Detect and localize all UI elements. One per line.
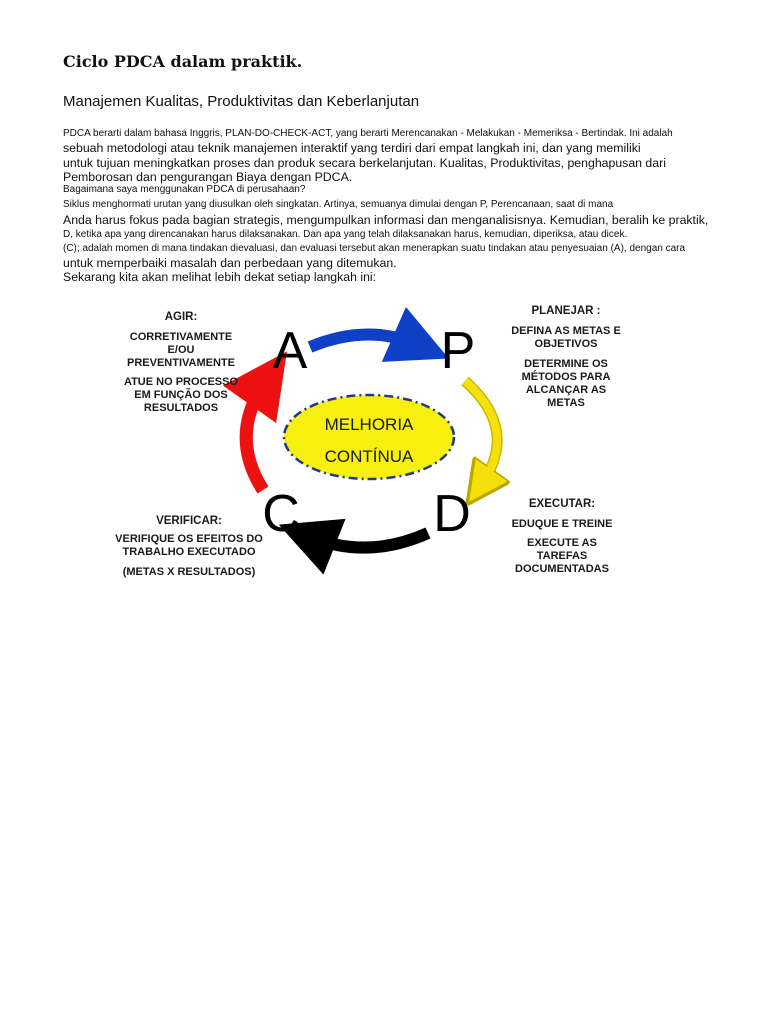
pdca-cycle-diagram <box>88 295 648 595</box>
planejar-line: MÉTODOS PARA <box>521 371 611 383</box>
paragraph-line: Sekarang kita akan melihat lebih dekat setiap langkah ini: <box>63 270 377 284</box>
verificar-line: VERIFIQUE OS EFEITOS DO <box>115 533 263 545</box>
paragraph-line: untuk memperbaiki masalah dan perbedaan yang ditemukan. <box>63 256 397 270</box>
paragraph-line: Siklus menghormati urutan yang diusulkan oleh singkatan. Artinya, semuanya dimulai dengan P, Perencanaan, saat di mana <box>63 199 614 210</box>
paragraph-line: PDCA berarti dalam bahasa Inggris, PLAN-DO-CHECK-ACT, yang berarti Merencanakan - Melakukan - Memeriksa - Bertindak. Ini adalah <box>63 128 673 139</box>
agir-line: ATUE NO PROCESSO <box>123 376 239 388</box>
letter-a: A <box>272 322 308 380</box>
paragraph-line: (C); adalah momen di mana tindakan dievaluasi, dan evaluasi tersebut akan menerapkan suatu tindakan atau penyesuaian (A), dengan cara <box>63 243 686 254</box>
paragraph-line: Pemborosan dan pengurangan Biaya dengan PDCA. <box>63 170 353 184</box>
paragraph-line: sebuah metodologi atau teknik manajemen interaktif yang terdiri dari empat langkah ini, dan yang memiliki <box>63 141 641 155</box>
verificar-line: TRABALHO EXECUTADO <box>122 546 256 558</box>
letter-p: P <box>440 322 476 380</box>
document-subtitle: Manajemen Kualitas, Produktivitas dan Keberlanjutan <box>63 93 420 110</box>
planejar-line: METAS <box>547 397 585 409</box>
verificar-line: (METAS X RESULTADOS) <box>122 566 256 578</box>
planejar-line: DETERMINE OS <box>524 358 608 370</box>
paragraph-line: untuk tujuan meningkatkan proses dan produk secara berkelanjutan. Kualitas, Produktivitas, penghapusan dari <box>63 156 666 170</box>
executar-line: TAREFAS <box>536 550 588 562</box>
arrow-check-to-act <box>246 381 266 490</box>
planejar-title: PLANEJAR : <box>531 305 601 317</box>
center-label-line2: CONTÍNUA <box>324 447 414 466</box>
paragraph-line: D, ketika apa yang direncanakan harus dilaksanakan. Dan apa yang telah dilaksanakan harus, kemudian, diperiksa, atau dicek. <box>63 229 628 240</box>
continuous-improvement-ellipse <box>284 395 454 479</box>
executar-line: EDUQUE E TREINE <box>511 518 613 530</box>
planejar-line: OBJETIVOS <box>534 338 598 350</box>
agir-line: EM FUNÇÃO DOS <box>134 389 228 401</box>
agir-line: E/OU <box>167 344 195 356</box>
agir-title: AGIR: <box>164 311 198 323</box>
arrow-act-to-plan <box>310 334 418 347</box>
center-label-line1: MELHORIA <box>324 415 414 434</box>
document-title: Ciclo PDCA dalam praktik. <box>63 52 303 71</box>
executar-line: DOCUMENTADAS <box>515 563 609 575</box>
executar-line: EXECUTE AS <box>527 537 597 549</box>
letter-c: C <box>262 485 300 543</box>
arrow-do-to-check <box>310 533 428 548</box>
section-question: Bagaimana saya menggunakan PDCA di perusahaan? <box>63 184 306 195</box>
planejar-line: DEFINA AS METAS E <box>511 325 621 337</box>
executar-title: EXECUTAR: <box>528 498 596 510</box>
planejar-line: ALCANÇAR AS <box>525 384 607 396</box>
verificar-title: VERIFICAR: <box>156 515 222 527</box>
agir-line: CORRETIVAMENTE <box>129 331 233 343</box>
letter-d: D <box>433 485 471 543</box>
paragraph-line: Anda harus fokus pada bagian strategis, mengumpulkan informasi dan menganalisisnya. Kemudian, beralih ke praktik, <box>63 213 709 227</box>
agir-line: PREVENTIVAMENTE <box>127 357 235 369</box>
agir-line: RESULTADOS <box>143 402 219 414</box>
